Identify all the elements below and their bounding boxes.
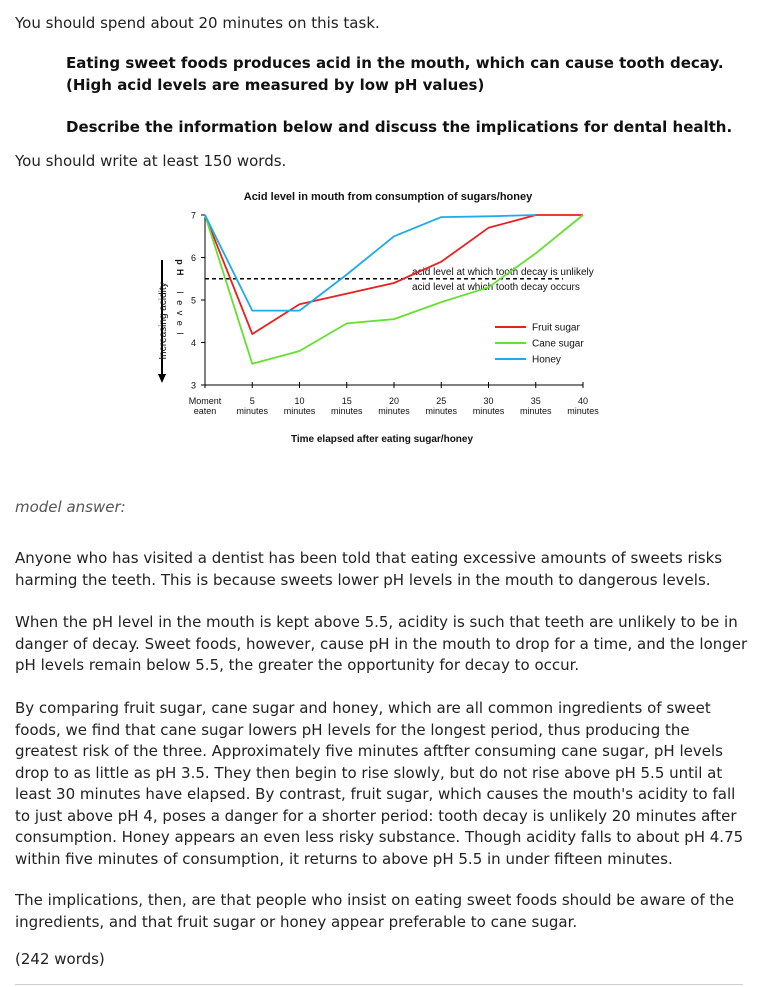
threshold-label-above: acid level at which tooth decay is unlikely: [412, 266, 594, 278]
x-axis-title: Time elapsed after eating sugar/honey: [290, 434, 474, 445]
y-tick-label: 6: [190, 253, 196, 263]
y-axis-title-char: e: [175, 320, 185, 326]
x-tick-label: minutes: [425, 406, 458, 416]
y-axis-title-char: v: [175, 310, 185, 316]
answer-paragraph-2: When the pH level in the mouth is kept above 5.5, acidity is such that teeth are unlikely to be in danger of decay. Sweet foods, however, cause pH in the mouth to drop for a time, and the longer pH levels remain below 5.5, the greater the opportunity for decay to occur.: [15, 613, 748, 674]
x-axis: [189, 382, 600, 416]
answer-paragraph-3: By comparing fruit sugar, cane sugar and honey, which are all common ingredients of sweet foods, we find that cane sugar lowers pH levels for the longest period, thus producing the greatest risk of the three. Approximately five minutes aftfter consuming cane sugar, pH levels drop to as little as pH 3.5. They then begin to rise slowly, but do not rise above pH 5.5 until at least 30 minutes have elapsed. By contrast, fruit sugar, which causes the mouth's acidity to fall to just above pH 4, poses a danger for a shorter period: tooth decay is unlikely 20 minutes after consumption. Honey appears an even less risky substance. Though acidity falls to about pH 4.75 within five minutes of consumption, it returns to above pH 5.5 in under fifteen minutes.: [15, 699, 744, 868]
y-axis-title-char: p: [175, 259, 185, 265]
x-tick-label: 20: [388, 396, 400, 406]
time-instruction: You should spend about 20 minutes on this task.: [15, 14, 380, 32]
legend-label: Fruit sugar: [532, 322, 580, 334]
y-axis-title-char: l: [175, 332, 185, 335]
x-tick-label: 35: [530, 396, 541, 406]
task-instruction: Describe the information below and discuss the implications for dental health.: [66, 118, 733, 136]
x-tick-label: 15: [341, 396, 352, 406]
x-tick-label: 10: [294, 396, 305, 406]
y-axis-title-char: e: [175, 300, 185, 306]
x-tick-label: minutes: [236, 406, 269, 416]
y-axis-title-char: l: [175, 291, 185, 294]
x-tick-label: eaten: [193, 406, 217, 416]
y-axis: [191, 211, 205, 391]
x-tick-label: 5: [249, 396, 255, 406]
x-tick-label: 25: [436, 396, 447, 406]
x-tick-label: minutes: [472, 406, 505, 416]
legend-label: Cane sugar: [532, 338, 584, 350]
y-tick-label: 5: [190, 295, 196, 306]
word-count: (242 words): [15, 950, 105, 968]
y-tick-label: 4: [190, 338, 196, 348]
x-tick-label: minutes: [519, 406, 552, 416]
x-tick-label: minutes: [283, 406, 316, 416]
cut-off-heading: [15, 0, 315, 6]
x-tick-label: 40: [577, 396, 589, 406]
side-label-arrowhead: [158, 374, 166, 383]
answer-paragraph-4: The implications, then, are that people who insist on eating sweet foods should be aware of the ingredients, and that fruit sugar or honey appear preferable to cane sugar.: [15, 891, 735, 931]
threshold-label-below: acid level at which tooth decay occurs: [412, 281, 580, 293]
x-tick-label: 30: [483, 396, 494, 406]
x-tick-label: minutes: [378, 406, 410, 416]
task-prompt: Eating sweet foods produces acid in the mouth, which can cause tooth decay. (High acid levels are measured by low pH values): [66, 54, 724, 94]
x-tick-label: minutes: [567, 406, 599, 416]
legend: [495, 323, 584, 366]
x-tick-label: Moment: [188, 396, 222, 406]
side-label-text: Increasing acidity: [158, 282, 169, 360]
chart-title: Acid level in mouth from consumption of sugars/honey: [243, 191, 533, 203]
model-answer-label: model answer:: [15, 498, 126, 516]
y-axis-title: [175, 259, 185, 334]
bottom-divider: [15, 984, 743, 985]
side-label: [158, 260, 169, 383]
y-axis-title-char: H: [175, 268, 185, 276]
x-tick-label: minutes: [330, 406, 363, 416]
answer-paragraph-1: Anyone who has visited a dentist has been told that eating excessive amounts of sweets risks harming the teeth. This is because sweets lower pH levels in the mouth to dangerous levels.: [15, 549, 723, 589]
y-tick-label: 3: [190, 380, 196, 391]
acid-level-chart: [150, 186, 620, 451]
word-requirement: You should write at least 150 words.: [15, 152, 287, 170]
y-tick-label: 7: [190, 210, 196, 221]
legend-label: Honey: [532, 354, 561, 366]
